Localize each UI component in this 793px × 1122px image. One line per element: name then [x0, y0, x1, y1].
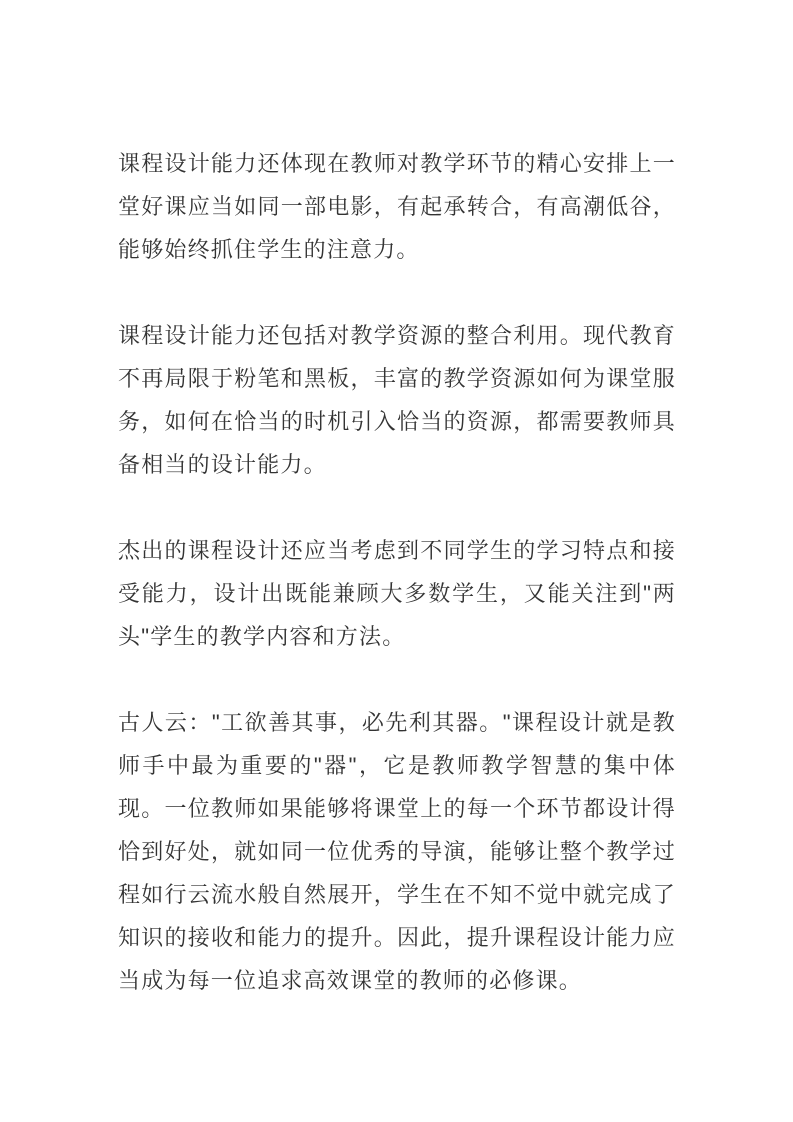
paragraph-ancient-saying-conclusion: 古人云："工欲善其事，必先利其器。"课程设计就是教师手中最为重要的"器"，它是教师教学智慧的集中体现。一位教师如果能够将课堂上的每一个环节都设计得恰到好处，就如同一位优秀的导演，能够让整个教学过程如行云流水般自然展开，学生在不知不觉中就完成了知识的接收和能力的提升。因此，提升课程设计能力应当成为每一位追求高效课堂的教师的必修课。 [118, 710, 676, 993]
paragraph-teaching-resources: 课程设计能力还包括对教学资源的整合利用。现代教育不再局限于粉笔和黑板，丰富的教学资源如何为课堂服务，如何在恰当的时机引入恰当的资源，都需要教师具备相当的设计能力。 [118, 323, 676, 477]
paragraph-course-design-arrangement: 课程设计能力还体现在教师对教学环节的精心安排上一堂好课应当如同一部电影，有起承转合，有高潮低谷，能够始终抓住学生的注意力。 [118, 151, 676, 262]
document-content [118, 142, 676, 1002]
paragraph-student-differences: 杰出的课程设计还应当考虑到不同学生的学习特点和接受能力，设计出既能兼顾大多数学生，又能关注到"两头"学生的教学内容和方法。 [118, 538, 676, 649]
